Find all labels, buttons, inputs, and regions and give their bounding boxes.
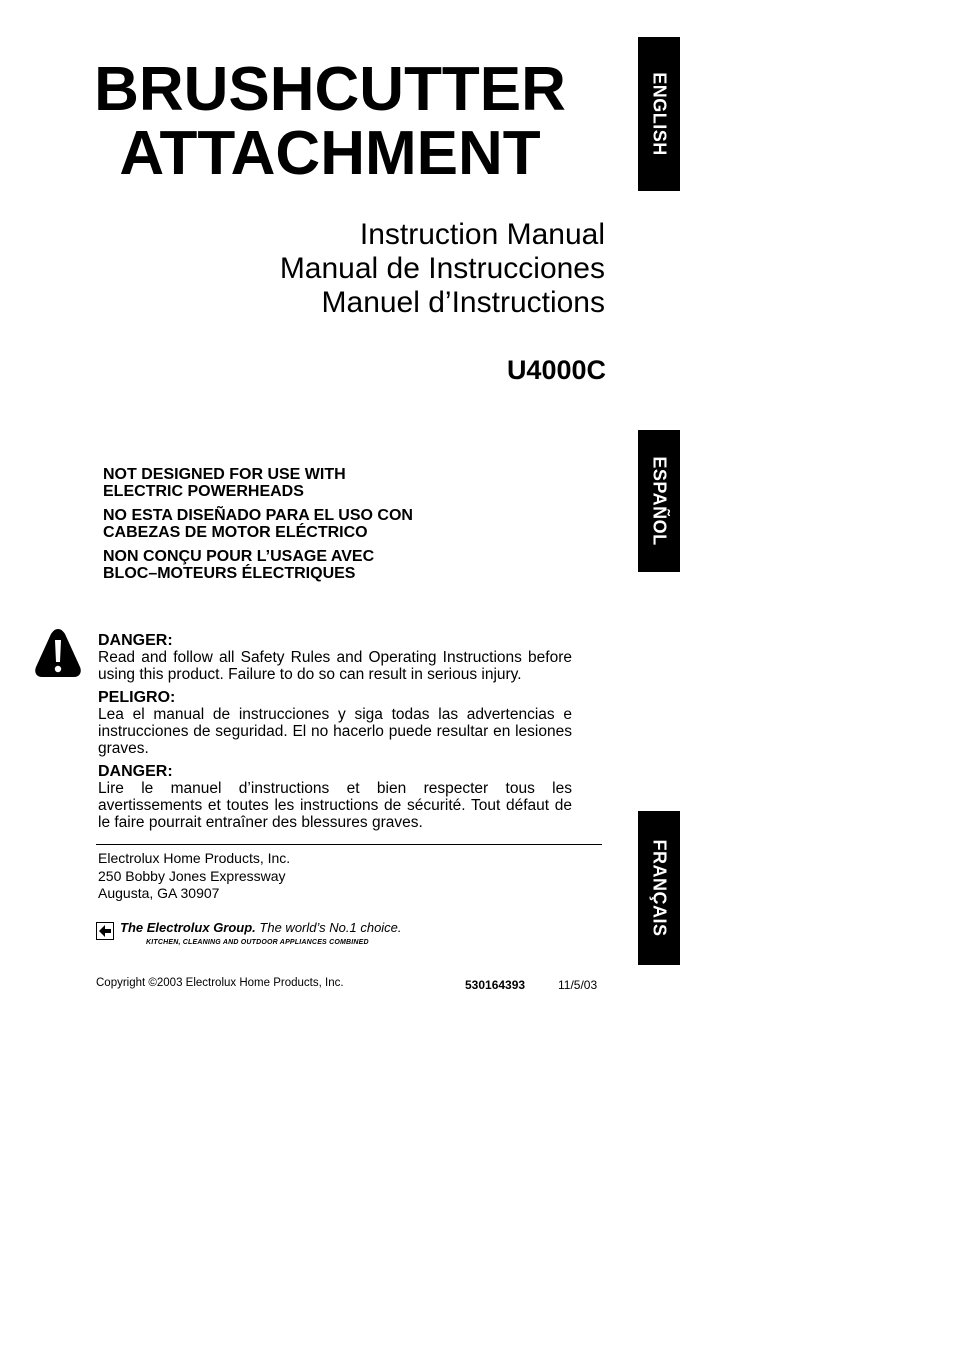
title-line-2: ATTACHMENT (119, 119, 541, 188)
notice-english: NOT DESIGNED FOR USE WITH ELECTRIC POWERHEADS (103, 466, 346, 500)
safety-warnings (98, 632, 572, 837)
danger-text-spanish: Lea el manual de instrucciones y siga todas las advertencias e instrucciones de seguridad. El no hacerlo puede resultar en lesiones graves. (98, 706, 572, 757)
subtitle-english: Instruction Manual (359, 218, 605, 251)
divider (96, 844, 602, 845)
company-address: Electrolux Home Products, Inc. 250 Bobby Jones Expressway Augusta, GA 30907 (98, 850, 291, 901)
electrolux-logo (96, 920, 402, 952)
print-date: 11/5/03 (558, 978, 598, 992)
model-number: U4000C (506, 355, 606, 385)
copyright: Copyright ©2003 Electrolux Home Products, Inc. (96, 977, 344, 989)
tab-francais: FRANÇAIS (638, 811, 680, 965)
subtitle-french: Manuel d’Instructions (321, 286, 605, 319)
danger-heading-french: DANGER: (98, 763, 173, 780)
subtitle-spanish: Manual de Instrucciones (279, 252, 605, 285)
danger-text-english: Read and follow all Safety Rules and Operating Instructions before using this product. Failure to do so can result in serious injury. (98, 649, 572, 683)
tab-english: ENGLISH (638, 37, 680, 191)
powerhead-notice (103, 466, 413, 589)
manual-subtitles (280, 218, 605, 320)
title-line-1: BRUSHCUTTER (94, 55, 566, 124)
danger-text-french: Lire le manuel d’instructions et bien respecter tous les avertissements et toutes les instructions de sécurité. Tout défaut de le faire pourrait entraîner des blessures graves. (98, 780, 572, 831)
warning-icon (34, 627, 82, 679)
electrolux-logo-icon (96, 922, 114, 940)
logo-tagline: KITCHEN, CLEANING AND OUTDOOR APPLIANCES COMBINED (146, 939, 369, 946)
notice-french: NON CONÇU POUR L’USAGE AVEC BLOC–MOTEURS ÉLECTRIQUES (103, 548, 375, 582)
part-number: 530164393 (465, 978, 526, 992)
notice-spanish: NO ESTA DISEÑADO PARA EL USO CON CABEZAS DE MOTOR ELÉCTRICO (103, 507, 413, 541)
danger-heading-english: DANGER: (98, 632, 173, 649)
logo-brand: The Electrolux Group. (120, 920, 256, 935)
tab-espanol: ESPAÑOL (638, 430, 680, 572)
document-title (60, 55, 600, 188)
logo-slogan: The world’s No.1 choice. (259, 920, 402, 935)
danger-heading-spanish: PELIGRO: (98, 689, 176, 706)
